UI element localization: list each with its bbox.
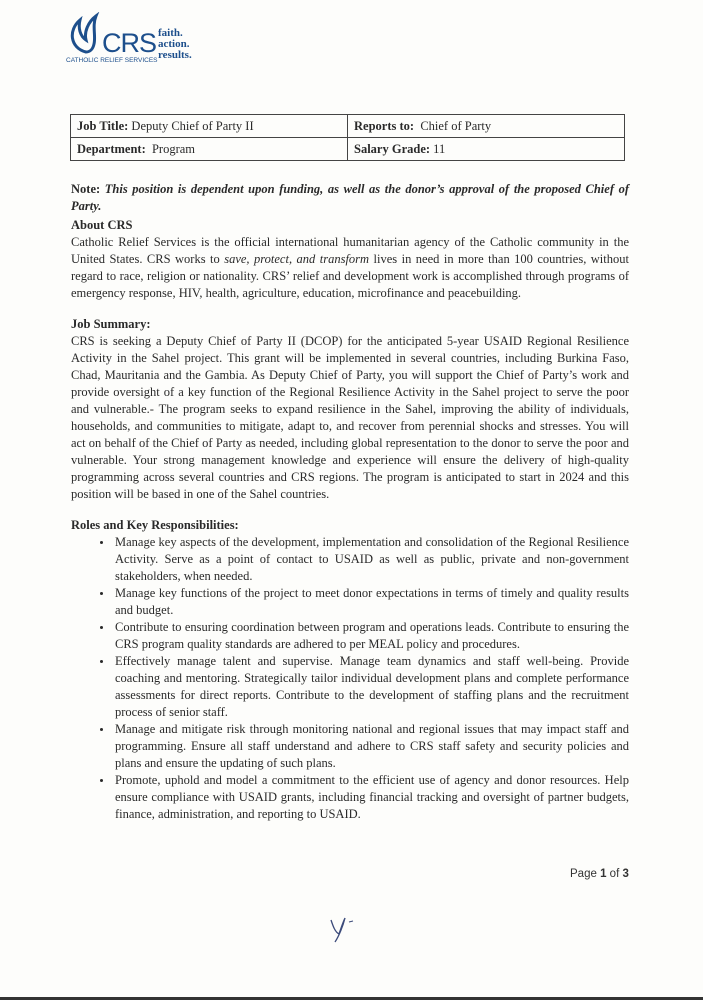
about-heading: About CRS — [71, 218, 133, 232]
list-item: • Manage key functions of the project to meet donor expectations in terms of timely and quality results and budget. — [113, 585, 629, 619]
page-number: Page 1 of 3 — [570, 868, 629, 880]
summary-heading: Job Summary: — [71, 317, 151, 331]
about-text: Catholic Relief Services is the official international humanitarian agency of the Catholic community in the United States. CRS works to save, protect, and transform lives in need in more than 100 countries, without regard to race, religion or nationality. CRS’ relief and development work is accomplished through programs of emergency response, HIV, health, agriculture, education, microfinance and peacebuilding. — [71, 235, 629, 300]
list-item: • Promote, uphold and model a commitment to the efficient use of agency and donor resources. Help ensure compliance with USAID grants, including financial tracking and oversight of partner budgets, finance, administration, and reporting to USAID. — [113, 772, 629, 823]
job-info-table — [70, 114, 625, 161]
roles-list — [71, 534, 629, 823]
job-title-cell: Job Title: Deputy Chief of Party II — [71, 115, 348, 138]
list-item: • Effectively manage talent and supervise. Manage team dynamics and staff well-being. Provide coaching and mentoring. Strategically tailor individual development plans and complete performance assessments for direct reports. Contribute to the development of staffing plans and the recruitment process of senior staff. — [113, 653, 629, 721]
roles-heading: Roles and Key Responsibilities: — [71, 518, 239, 532]
reports-to-cell: Reports to: Chief of Party — [348, 115, 625, 138]
crs-org-name: CATHOLIC RELIEF SERVICES — [66, 57, 158, 64]
handwritten-initials — [325, 912, 359, 946]
department-cell: Department: Program — [71, 138, 348, 161]
summary-text: CRS is seeking a Deputy Chief of Party II (DCOP) for the anticipated 5-year USAID Regional Resilience Activity in the Sahel project. This grant will be implemented in several countries, including Burkina Faso, Chad, Mauritania and the Gambia. As Deputy Chief of Party, you will support the Chief of Party’s work and provide oversight of a key function of the Regional Resilience Activity in the Sahel project to serve the poor and vulnerable.- The program seeks to expand resilience in the Sahel, improving the ability of individuals, households, and communities to mitigate, adapt to, and recover from perennial shocks and stresses. You will act on behalf of the Chief of Party as needed, including global representation to the donor to serve the poor and vulnerable. Your strong management knowledge and experience will ensure the delivery of high-quality programming across several countries and CRS regions. The program is anticipated to start in 2024 and this position will be based in one of the Sahel countries. — [71, 334, 629, 501]
list-item: • Contribute to ensuring coordination between program and operations leads. Contribute to ensuring the CRS program quality standards are adhered to per MEAL policy and procedures. — [113, 619, 629, 653]
document-body — [71, 181, 629, 823]
list-item: • Manage key aspects of the development, implementation and consolidation of the Regional Resilience Activity. Serve as a point of contact to USAID as well as public, private and non-government stakeholders, when needed. — [113, 534, 629, 585]
crs-logo — [66, 12, 206, 66]
salary-grade-cell: Salary Grade: 11 — [348, 138, 625, 161]
crs-brand-text: CRS — [102, 28, 157, 58]
list-item: • Manage and mitigate risk through monitoring national and regional issues that may impact staff and programming. Ensure all staff understand and adhere to CRS staff safety and security policies and plans and ensure the updating of such plans. — [113, 721, 629, 772]
funding-note: Note: This position is dependent upon funding, as well as the donor’s approval of the proposed Chief of Party. — [71, 182, 630, 213]
crs-tagline: faith. action. results. — [158, 27, 192, 61]
